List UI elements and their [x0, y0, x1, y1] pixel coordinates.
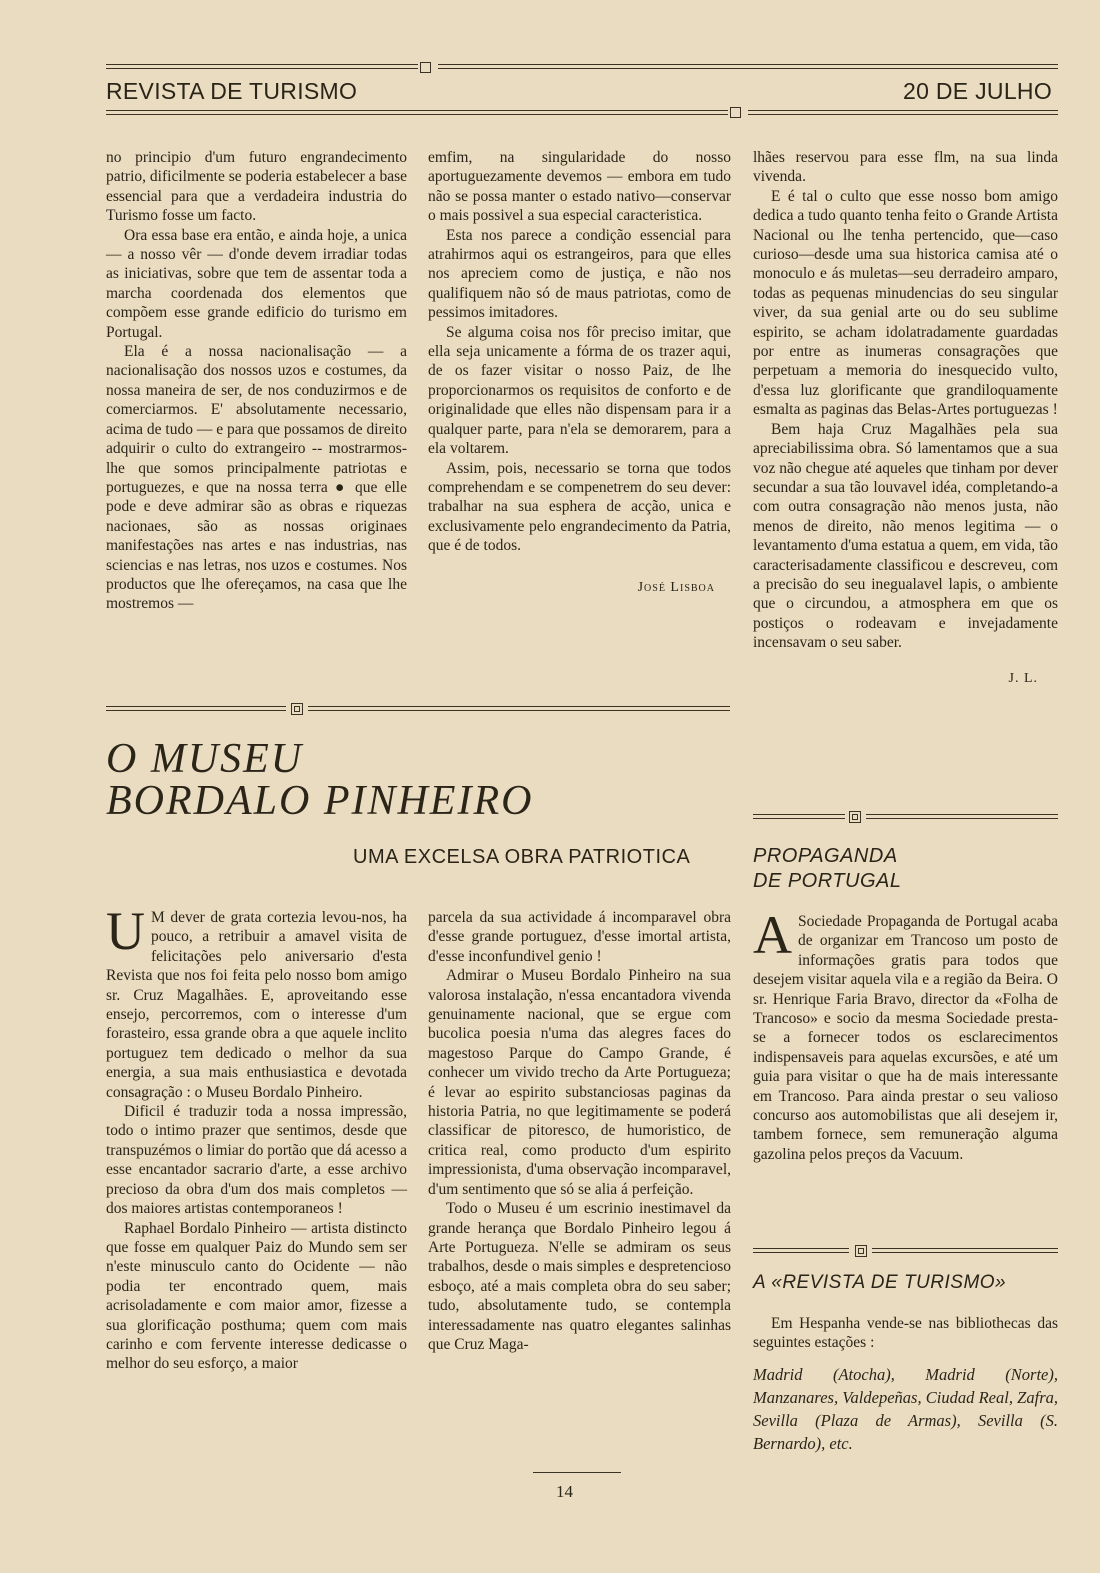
- paragraph: lhães reservou para esse flm, na sua linda vivenda.: [753, 149, 1058, 186]
- header-ornament-box: [730, 107, 741, 118]
- revista-column: [753, 1314, 1058, 1455]
- paragraph-text: Sociedade Propaganda de Portugal acaba de organizar em Trancoso um posto de informações gratis para todos que desejem visitar aquela vila e a região da Beira. O sr. Henrique Faria Bravo, director da «Folha de Trancoso» e socio da mesma Sociedade presta-se a fornecer todos os esclarecimentos indispensaveis para aquelas excursões, e até um guia para visitar o que ha de mais interessante em Trancoso. Para ainda prestar o seu valioso concurso aos automobilistas que ali desejem ir, tambem fornece, sem remuneração alguma gazolina pelos preços da Vacuum.: [753, 913, 1058, 1163]
- author-signature: J. L.: [1008, 670, 1038, 686]
- header-ornament-box: [420, 62, 431, 73]
- headline-line-1: O MUSEU: [106, 736, 304, 782]
- ornament-icon: [849, 811, 861, 823]
- propaganda-headline: [753, 844, 902, 894]
- paragraph: [106, 901, 407, 1102]
- paragraph: E é tal o culto que esse nosso bom amigo dedica a tudo quanto tenha feito o Grande Artista Nacional ou lhe tenha pertencido, que—caso curioso—desde uma sua historica camisa até o monoculo e ás muletas—seu derradeiro amparo, todas as pequenas minudencias do seu singular viver, da sua genial arte ou do seu sublime espirito, se acham idolatradamente guardadas por entre as inumeras consagrações que perpetuam a memoria do inesquecido vulto, d'essa luz glorificante que grandiloquamente esmalta as paginas das Belas-Artes portuguezas !: [753, 187, 1058, 419]
- paragraph: Se alguma coisa nos fôr preciso imitar, que ella seja unicamente a fórma de os trazer aqui, de os fazer visitar o nosso Paiz, de lhe proporcionarmos os requisitos de conforto e de originalidade que elles não dispensam para ir a qualquer parte, para n'ela se demorarem, para a ela voltarem.: [428, 323, 731, 458]
- top-column-3: [753, 148, 1058, 688]
- paragraph: Raphael Bordalo Pinheiro — artista distincto que fosse em qualquer Paiz do Mundo sem ser n'este minusculo canto do Ocidente — não podia ter encontrado quem, mais acrisoladamente e com maior amor, fizesse a sua glorificação posthuma; quem com mais carinho e com fervente interesse dedicasse o melhor do seu esforço, a maior: [106, 1219, 407, 1373]
- propaganda-column: [753, 905, 1058, 1164]
- header-bottom-rule: [106, 110, 728, 111]
- paragraph: Admirar o Museu Bordalo Pinheiro na sua valorosa instalação, n'essa encantadora vivenda genuinamente nacional, que se ergue com bucolica poesia n'uma das alegres faces do magestoso Parque do Campo Grande, é conhecer um vivido trecho da Arte Portugueza; é levar ao espirito substanciosas paginas da historia Patria, no que legitimamente se poderá classificar de pitoresco, de humoristico, de critica real, como producto d'um espirito impressionista, d'uma observação incomparavel, d'um sentimento que só se alia á perfeição.: [428, 967, 731, 1198]
- section-divider: [753, 814, 845, 815]
- ornament-icon: [855, 1245, 867, 1257]
- paragraph: Em Hespanha vende-se nas bibliothecas das seguintes estações :: [753, 1315, 1058, 1352]
- paragraph: emfim, na singularidade do nosso aportuguezamente devemos — embora em tudo não se possa manter o estado nativo—conservar o mais possivel a sua especial caracteristica.: [428, 149, 731, 225]
- headline-line-2: BORDALO PINHEIRO: [106, 778, 534, 824]
- section-divider: [308, 706, 730, 707]
- paragraph: Dificil é traduzir toda a nossa impressão, todo o intimo prazer que sentimos, desde que transpuzémos o limiar do portão que dá acesso a esse encantador sacrario d'arte, a esse archivo precioso da obra d'um dos mais completos —dos maiores artistas contemporaneos !: [106, 1103, 407, 1218]
- section-divider: [753, 1248, 849, 1249]
- museu-column-1: [106, 901, 407, 1374]
- paragraph-text: M dever de grata cortezia levou-nos, ha pouco, a retribuir a amavel visita de felicitações pelo aniversario d'esta Revista que nos foi feita pelo nosso bom amigo sr. Cruz Magalhães. E, aproveitando esse ensejo, percorremos, com o interesse d'um forasteiro, essa grande obra a que aquele inclito portuguez tem dedicado o melhor da sua energia, a sua mais enthusiastica e devotada consagração : o Museu Bordalo Pinheiro.: [106, 909, 407, 1101]
- top-column-2: [428, 148, 731, 597]
- drop-cap: A: [753, 905, 792, 965]
- headline-line-2: DE PORTUGAL: [753, 870, 902, 892]
- section-divider: [872, 1248, 1058, 1249]
- revista-headline: A «REVISTA DE TURISMO»: [753, 1272, 1007, 1293]
- footer-rule: [533, 1472, 621, 1473]
- station-list: Madrid (Atocha), Madrid (Norte), Manzanares, Valdepeñas, Ciudad Real, Zafra, Sevilla (Plaza de Armas), Sevilla (S. Bernardo), etc.: [753, 1364, 1058, 1453]
- header-date: 20 DE JULHO: [903, 78, 1053, 104]
- author-signature: José Lisboa: [637, 579, 715, 595]
- paragraph: Assim, pois, necessario se torna que todos comprehendam e se compenetrem do seu dever: trabalhar na sua esphera de acção, unica e exclusivamente pelo engrandecimento da Patria, que é de todos.: [428, 459, 731, 555]
- paragraph: no principio d'um futuro engrandecimento patrio, dificilmente se poderia estabelecer a base essencial para que a verdadeira industria do Turismo fosse um facto.: [106, 149, 407, 225]
- header-top-rule: [438, 64, 1058, 65]
- drop-cap: U: [106, 901, 145, 961]
- page-number: 14: [556, 1482, 573, 1501]
- article-headline: [106, 738, 533, 822]
- museu-column-2: [428, 908, 731, 1354]
- paragraph: parcela da sua actividade á incomparavel obra d'esse grande portuguez, d'esse imortal artista, d'esse inconfundivel genio !: [428, 909, 731, 965]
- paragraph: Ora essa base era então, e ainda hoje, a unica — a nosso vêr — d'onde devem irradiar todas as iniciativas, sobre que tem de assentar toda a marcha coordenada dos elementos que compõem esse grande edificio do turismo em Portugal.: [106, 226, 407, 341]
- paragraph: Ela é a nossa nacionalisação — a nacionalisação dos nossos uzos e costumes, da nossa maneira de ser, de nos conduzirmos e de comerciarmos. E' absolutamente necessario, acima de tudo — e para que possamos de direito adquirir o culto do extrangeiro -- mostrarmos-lhe que somos principalmente patriotas e portuguezes, e que na nossa terra ● que elle pode e deve admirar são as obras e riquezas nacionaes, são as nossas originaes manifestações nas artes e nas industrias, nas sciencias e nas letras, nos uzos e costumes. Nos productos que lhe ofereçamos, na casa que lhe mostremos —: [106, 343, 407, 613]
- header-magazine-title: REVISTA DE TURISMO: [106, 78, 358, 104]
- paragraph: Bem haja Cruz Magalhães pela sua apreciabilissima obra. Só lamentamos que a sua voz não chegue até aqueles que tinham por dever secundar a sua tão louvavel idéa, completando-a com outra consagração não menos justa, não menos de direito, não menos legitima — o levantamento d'uma estatua a quem, em vida, tão caracterisadamente classificou e descreveu, com a precisão do seu inegualavel lapis, o ambiente que o circundou, a atmosphera em que os postiços o rodeavam e invejadamente incensavam o seu saber.: [753, 420, 1058, 652]
- section-divider: [866, 814, 1058, 815]
- article-subheadline: UMA EXCELSA OBRA PATRIOTICA: [353, 846, 691, 868]
- header-bottom-rule: [748, 110, 1058, 111]
- ornament-icon: [291, 703, 303, 715]
- section-divider: [106, 706, 286, 707]
- header-top-rule: [106, 64, 418, 65]
- headline-line-1: PROPAGANDA: [753, 845, 898, 867]
- paragraph: [753, 905, 1058, 1164]
- paragraph: Todo o Museu é um escrinio inestimavel da grande herança que Bordalo Pinheiro legou á Arte Portugueza. N'elle se admiram os seus trabalhos, desde o mais simples e despretencioso esboço, até a mais completa obra do seu saber; tudo, absolutamente tudo, se contempla interessadamente nas quatro elegantes salinhas que Cruz Maga-: [428, 1200, 731, 1353]
- top-column-1: [106, 148, 407, 614]
- paragraph: Esta nos parece a condição essencial para atrahirmos aqui os estrangeiros, para que elles nos apreciem como de justiça, e não nos qualifiquem não só de maus patriotas, como de pessimos imitadores.: [428, 226, 731, 322]
